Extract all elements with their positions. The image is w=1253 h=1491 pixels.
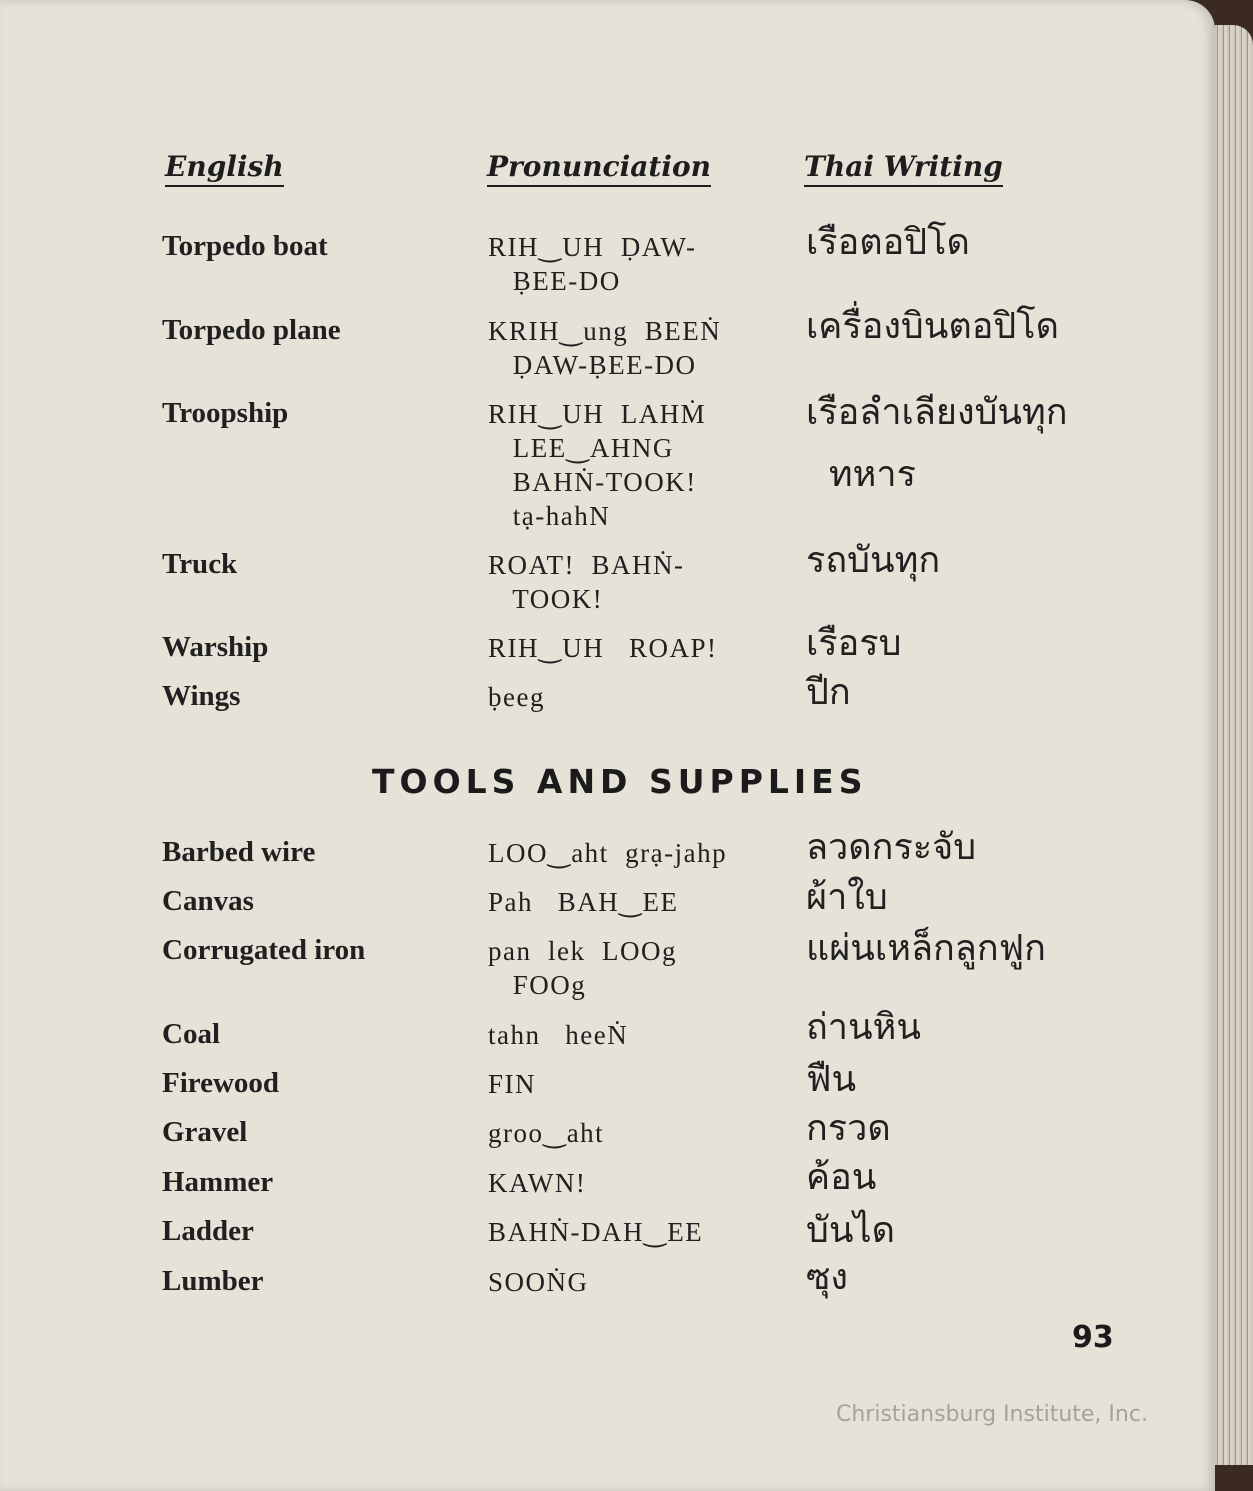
row-pronunciation: KRIH‿ung BEEṄ ḌAW-ḄEE-DO <box>488 316 722 380</box>
row-english: Coal <box>162 1018 220 1050</box>
row-thai: ปีก <box>806 672 851 713</box>
page-edges <box>1215 25 1253 1465</box>
row-english: Ladder <box>162 1215 254 1247</box>
row-pronunciation: Pah BAH‿EE <box>488 887 679 917</box>
watermark: Christiansburg Institute, Inc. <box>836 1402 1148 1427</box>
row-english: Firewood <box>162 1067 280 1099</box>
row-english: Torpedo plane <box>162 314 341 346</box>
row-thai: เรือตอปิโด <box>806 222 970 263</box>
row-thai: ลวดกระจับ <box>806 827 977 868</box>
row-pronunciation: RIH‿UH LAHṀ LEE‿AHNG BAHṄ-TOOK! tạ-hahN <box>488 399 707 531</box>
row-thai: ซุง <box>806 1257 849 1298</box>
row-pronunciation: BAHṄ-DAH‿EE <box>488 1217 704 1247</box>
row-pronunciation: ROAT! BAHṄ- TOOK! <box>488 550 685 614</box>
row-pronunciation: LOO‿aht grạ-jahp <box>488 838 728 868</box>
row-thai: แผ่นเหล็กลูกฟูก <box>806 928 1046 969</box>
row-english: Barbed wire <box>162 836 316 868</box>
row-pronunciation: FIN <box>488 1069 537 1099</box>
header-english: English <box>165 150 284 187</box>
row-pronunciation: SOOṄG <box>488 1267 589 1297</box>
row-english: Torpedo boat <box>162 230 328 262</box>
row-english: Lumber <box>162 1265 264 1297</box>
row-thai: เรือลำเลียงบันทุก ทหาร <box>806 392 1068 495</box>
row-thai: ค้อน <box>806 1157 877 1198</box>
row-english: Troopship <box>162 397 289 429</box>
section-title: TOOLS AND SUPPLIES <box>372 762 868 801</box>
row-thai: รถบันทุก <box>806 540 941 581</box>
row-pronunciation: ḅeeg <box>488 682 545 712</box>
row-english: Truck <box>162 548 238 580</box>
row-english: Hammer <box>162 1166 274 1198</box>
row-pronunciation: pan lek LOOg FOOg <box>488 936 677 1000</box>
row-pronunciation: KAWN! <box>488 1168 587 1198</box>
row-thai: ฟืน <box>806 1059 857 1100</box>
row-english: Gravel <box>162 1116 248 1148</box>
row-english: Corrugated iron <box>162 934 366 966</box>
row-thai: เรือรบ <box>806 623 902 664</box>
row-english: Warship <box>162 631 269 663</box>
row-thai: บันได <box>806 1210 895 1251</box>
row-english: Canvas <box>162 885 254 917</box>
row-pronunciation: RIH‿UH ḌAW- ḄEE-DO <box>488 232 697 296</box>
row-thai: ผ้าใบ <box>806 877 888 918</box>
row-pronunciation: RIH‿UH ROAP! <box>488 633 718 663</box>
header-thai-writing: Thai Writing <box>804 150 1003 187</box>
row-english: Wings <box>162 680 241 712</box>
row-pronunciation: groo‿aht <box>488 1118 605 1148</box>
page-number: 93 <box>1072 1320 1114 1355</box>
row-thai: ถ่านหิน <box>806 1007 921 1048</box>
row-pronunciation: tahn heeṄ <box>488 1020 629 1050</box>
row-thai: เครื่องบินตอปิโด <box>806 306 1059 347</box>
header-pronunciation: Pronunciation <box>487 150 711 187</box>
row-thai: กรวด <box>806 1108 891 1149</box>
